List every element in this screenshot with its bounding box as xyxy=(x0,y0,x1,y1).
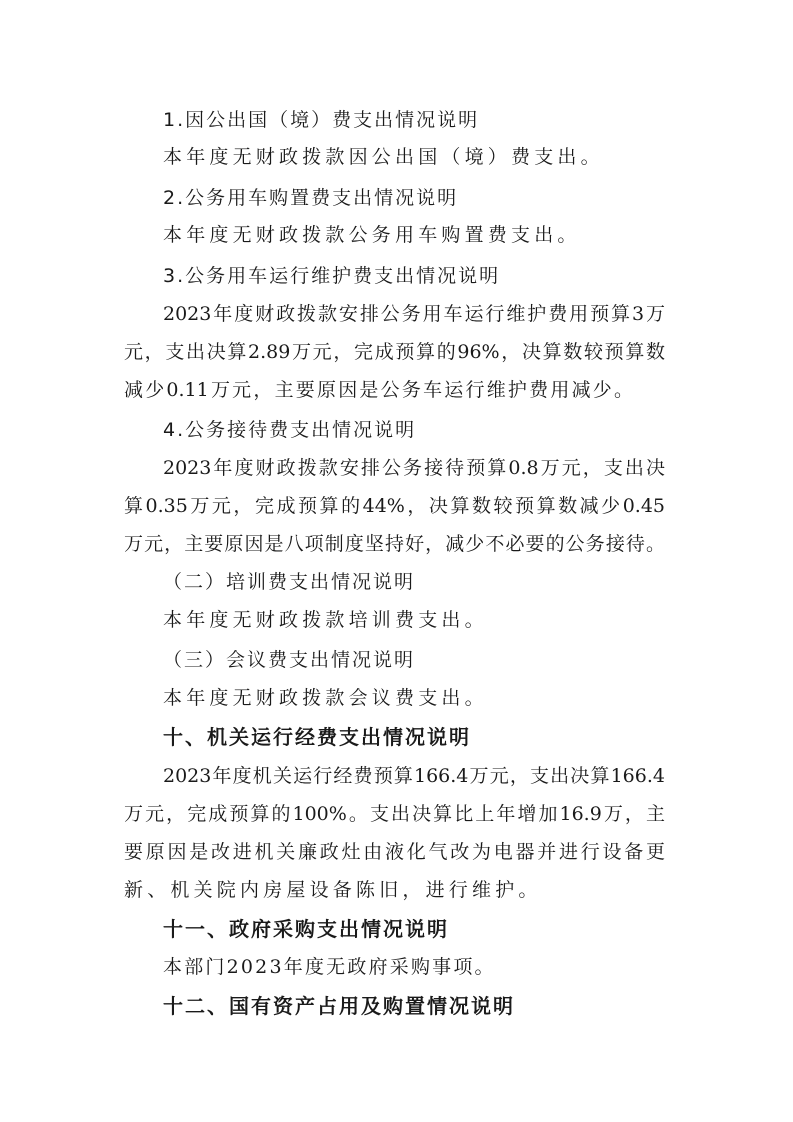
paragraph-meetings: 本年度无财政拨款会议费支出。 xyxy=(163,687,488,709)
section-heading-overseas-travel: 1.因公出国（境）费支出情况说明 xyxy=(163,109,480,131)
paragraph-operating-expenses-line-4: 新、机关院内房屋设备陈旧，进行维护。 xyxy=(124,879,542,901)
paragraph-vehicle-maintenance-line-2: 元，支出决算2.89万元，完成预算的96%，决算数较预算数 xyxy=(124,341,665,363)
paragraph-overseas-travel: 本年度无财政拨款因公出国（境）费支出。 xyxy=(163,146,604,168)
paragraph-operating-expenses-line-1: 2023年度机关运行经费预算166.4万元，支出决算166.4 xyxy=(163,765,665,787)
section-heading-vehicle-purchase: 2.公务用车购置费支出情况说明 xyxy=(163,187,459,209)
paragraph-training: 本年度无财政拨款培训费支出。 xyxy=(163,609,488,631)
paragraph-vehicle-purchase: 本年度无财政拨款公务用车购置费支出。 xyxy=(163,224,581,246)
paragraph-operating-expenses-line-2: 万元，完成预算的100%。支出决算比上年增加16.9万，主 xyxy=(124,803,665,825)
paragraph-reception-line-1: 2023年度财政拨款安排公务接待预算0.8万元，支出决 xyxy=(163,457,665,479)
paragraph-vehicle-maintenance-line-1: 2023年度财政拨款安排公务用车运行维护费用预算3万 xyxy=(163,303,665,325)
paragraph-vehicle-maintenance-line-3: 减少0.11万元，主要原因是公务车运行维护费用减少。 xyxy=(124,379,633,401)
section-heading-reception: 4.公务接待费支出情况说明 xyxy=(163,419,417,441)
paragraph-operating-expenses-line-3: 要原因是改进机关廉政灶由液化气改为电器并进行设备更 xyxy=(124,841,665,863)
paragraph-reception-line-2: 算0.35万元，完成预算的44%，决算数较预算数减少0.45 xyxy=(124,495,665,517)
section-heading-operating-expenses: 十、机关运行经费支出情况说明 xyxy=(163,725,471,749)
section-heading-vehicle-maintenance: 3.公务用车运行维护费支出情况说明 xyxy=(163,265,501,287)
section-heading-procurement: 十一、政府采购支出情况说明 xyxy=(163,917,449,941)
section-heading-meetings: （三）会议费支出情况说明 xyxy=(163,649,416,671)
section-heading-state-assets: 十二、国有资产占用及购置情况说明 xyxy=(163,994,515,1018)
section-heading-training: （二）培训费支出情况说明 xyxy=(163,571,416,593)
paragraph-reception-line-3: 万元，主要原因是八项制度坚持好，减少不必要的公务接待。 xyxy=(124,533,665,555)
paragraph-procurement: 本部门2023年度无政府采购事项。 xyxy=(163,956,496,978)
